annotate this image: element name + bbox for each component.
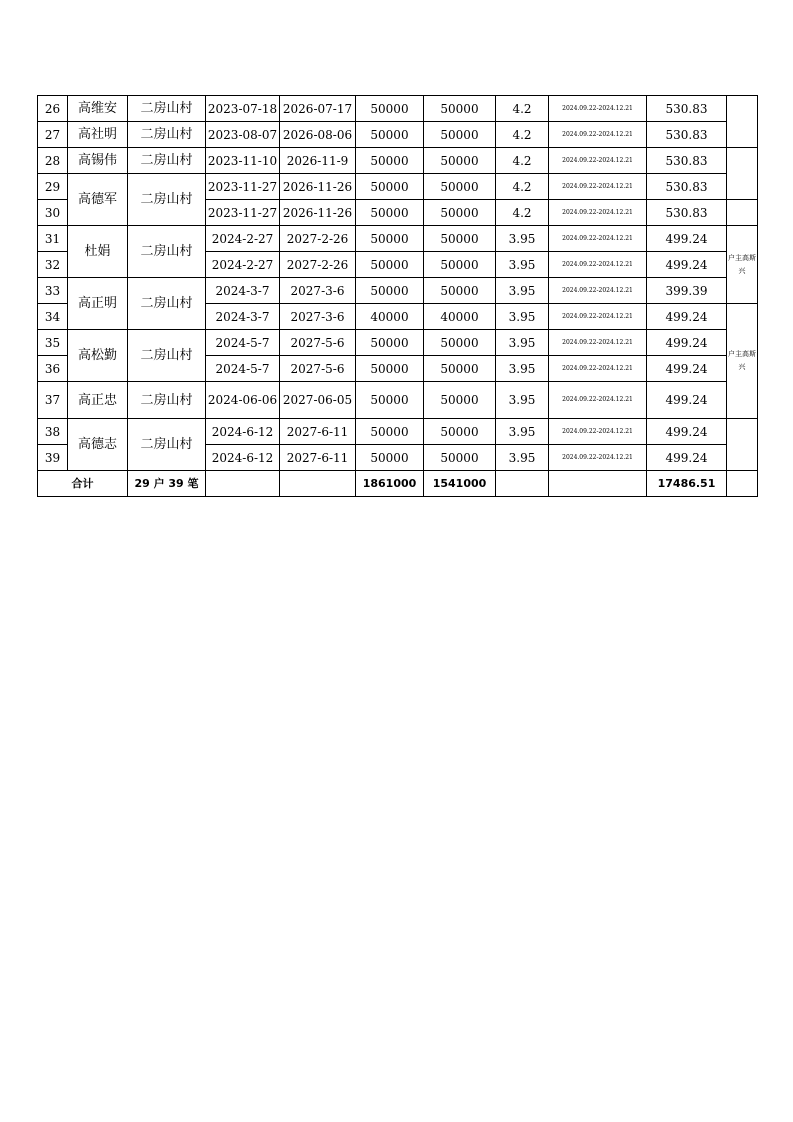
borrower-name: 高社明 bbox=[68, 122, 128, 148]
interest-period: 2024.09.22-2024.12.21 bbox=[549, 356, 647, 382]
loan-start-date: 2024-06-06 bbox=[206, 382, 280, 419]
interest-amount: 530.83 bbox=[647, 200, 727, 226]
loan-end-date: 2027-2-26 bbox=[280, 226, 356, 252]
loan-balance: 50000 bbox=[424, 226, 496, 252]
village: 二房山村 bbox=[128, 148, 206, 174]
loan-start-date: 2024-3-7 bbox=[206, 278, 280, 304]
note-cell bbox=[727, 200, 758, 226]
loan-end-date: 2026-11-26 bbox=[280, 200, 356, 226]
loan-start-date: 2024-5-7 bbox=[206, 356, 280, 382]
interest-rate: 3.95 bbox=[496, 226, 549, 252]
village: 二房山村 bbox=[128, 330, 206, 382]
loan-start-date: 2024-3-7 bbox=[206, 304, 280, 330]
total-count: 29 户 39 笔 bbox=[128, 471, 206, 497]
interest-rate: 4.2 bbox=[496, 174, 549, 200]
total-balance: 1541000 bbox=[424, 471, 496, 497]
loan-balance: 50000 bbox=[424, 278, 496, 304]
table-row bbox=[38, 122, 758, 148]
interest-amount: 530.83 bbox=[647, 96, 727, 122]
row-number: 36 bbox=[38, 356, 68, 382]
row-number: 31 bbox=[38, 226, 68, 252]
interest-rate: 4.2 bbox=[496, 200, 549, 226]
loan-end-date: 2027-5-6 bbox=[280, 356, 356, 382]
interest-period: 2024.09.22-2024.12.21 bbox=[549, 122, 647, 148]
interest-rate: 3.95 bbox=[496, 252, 549, 278]
village: 二房山村 bbox=[128, 382, 206, 419]
loan-amount: 50000 bbox=[356, 330, 424, 356]
interest-amount: 499.24 bbox=[647, 356, 727, 382]
borrower-name: 杜娟 bbox=[68, 226, 128, 278]
loan-start-date: 2024-6-12 bbox=[206, 445, 280, 471]
interest-period: 2024.09.22-2024.12.21 bbox=[549, 96, 647, 122]
loan-amount: 50000 bbox=[356, 419, 424, 445]
interest-period: 2024.09.22-2024.12.21 bbox=[549, 445, 647, 471]
borrower-name: 高德军 bbox=[68, 174, 128, 226]
loan-balance: 50000 bbox=[424, 148, 496, 174]
row-number: 39 bbox=[38, 445, 68, 471]
loan-amount: 50000 bbox=[356, 252, 424, 278]
interest-rate: 3.95 bbox=[496, 278, 549, 304]
total-label: 合计 bbox=[38, 471, 128, 497]
interest-amount: 499.24 bbox=[647, 382, 727, 419]
table-row bbox=[38, 330, 758, 356]
borrower-name: 高德志 bbox=[68, 419, 128, 471]
loan-balance: 50000 bbox=[424, 382, 496, 419]
interest-amount: 499.24 bbox=[647, 330, 727, 356]
row-number: 37 bbox=[38, 382, 68, 419]
row-number: 35 bbox=[38, 330, 68, 356]
table-row bbox=[38, 174, 758, 200]
total-start-date bbox=[206, 471, 280, 497]
loan-end-date: 2026-11-26 bbox=[280, 174, 356, 200]
loan-end-date: 2027-3-6 bbox=[280, 278, 356, 304]
interest-rate: 4.2 bbox=[496, 122, 549, 148]
row-number: 32 bbox=[38, 252, 68, 278]
loan-start-date: 2024-6-12 bbox=[206, 419, 280, 445]
loan-end-date: 2027-5-6 bbox=[280, 330, 356, 356]
row-number: 38 bbox=[38, 419, 68, 445]
loan-start-date: 2023-11-10 bbox=[206, 148, 280, 174]
interest-amount: 530.83 bbox=[647, 122, 727, 148]
note-cell bbox=[727, 96, 758, 148]
loan-balance: 50000 bbox=[424, 96, 496, 122]
interest-amount: 399.39 bbox=[647, 278, 727, 304]
row-number: 34 bbox=[38, 304, 68, 330]
loan-end-date: 2027-3-6 bbox=[280, 304, 356, 330]
interest-rate: 3.95 bbox=[496, 356, 549, 382]
total-row bbox=[38, 471, 758, 497]
loan-balance: 50000 bbox=[424, 419, 496, 445]
table-row bbox=[38, 226, 758, 252]
borrower-name: 高维安 bbox=[68, 96, 128, 122]
loan-balance: 50000 bbox=[424, 122, 496, 148]
borrower-name: 高松勤 bbox=[68, 330, 128, 382]
loan-start-date: 2023-11-27 bbox=[206, 174, 280, 200]
loan-start-date: 2024-2-27 bbox=[206, 252, 280, 278]
loan-start-date: 2024-2-27 bbox=[206, 226, 280, 252]
total-rate bbox=[496, 471, 549, 497]
loan-amount: 50000 bbox=[356, 382, 424, 419]
loan-balance: 50000 bbox=[424, 330, 496, 356]
interest-period: 2024.09.22-2024.12.21 bbox=[549, 382, 647, 419]
interest-amount: 499.24 bbox=[647, 226, 727, 252]
interest-amount: 530.83 bbox=[647, 148, 727, 174]
loan-amount: 50000 bbox=[356, 148, 424, 174]
loan-balance: 50000 bbox=[424, 356, 496, 382]
loan-start-date: 2023-07-18 bbox=[206, 96, 280, 122]
interest-amount: 499.24 bbox=[647, 445, 727, 471]
row-number: 28 bbox=[38, 148, 68, 174]
note-cell: 户主高斯兴 bbox=[727, 304, 758, 419]
loan-amount: 50000 bbox=[356, 122, 424, 148]
loan-amount: 50000 bbox=[356, 278, 424, 304]
loan-balance: 50000 bbox=[424, 252, 496, 278]
row-number: 29 bbox=[38, 174, 68, 200]
interest-rate: 3.95 bbox=[496, 382, 549, 419]
borrower-name: 高正明 bbox=[68, 278, 128, 330]
loan-balance: 50000 bbox=[424, 174, 496, 200]
interest-rate: 4.2 bbox=[496, 96, 549, 122]
loan-start-date: 2024-5-7 bbox=[206, 330, 280, 356]
interest-rate: 3.95 bbox=[496, 445, 549, 471]
loan-end-date: 2027-06-05 bbox=[280, 382, 356, 419]
total-interest: 17486.51 bbox=[647, 471, 727, 497]
loan-end-date: 2027-6-11 bbox=[280, 419, 356, 445]
interest-period: 2024.09.22-2024.12.21 bbox=[549, 252, 647, 278]
loan-start-date: 2023-11-27 bbox=[206, 200, 280, 226]
loan-amount: 50000 bbox=[356, 226, 424, 252]
village: 二房山村 bbox=[128, 122, 206, 148]
interest-period: 2024.09.22-2024.12.21 bbox=[549, 419, 647, 445]
loan-amount: 50000 bbox=[356, 174, 424, 200]
total-period bbox=[549, 471, 647, 497]
loan-balance: 50000 bbox=[424, 445, 496, 471]
interest-period: 2024.09.22-2024.12.21 bbox=[549, 174, 647, 200]
interest-rate: 4.2 bbox=[496, 148, 549, 174]
loan-end-date: 2027-6-11 bbox=[280, 445, 356, 471]
village: 二房山村 bbox=[128, 278, 206, 330]
table-row bbox=[38, 96, 758, 122]
table-row bbox=[38, 419, 758, 445]
interest-period: 2024.09.22-2024.12.21 bbox=[549, 226, 647, 252]
loan-balance: 50000 bbox=[424, 200, 496, 226]
table-row bbox=[38, 382, 758, 419]
table-row bbox=[38, 278, 758, 304]
row-number: 30 bbox=[38, 200, 68, 226]
village: 二房山村 bbox=[128, 96, 206, 122]
interest-period: 2024.09.22-2024.12.21 bbox=[549, 200, 647, 226]
borrower-name: 高锡伟 bbox=[68, 148, 128, 174]
note-cell bbox=[727, 148, 758, 200]
borrower-name: 高正忠 bbox=[68, 382, 128, 419]
interest-rate: 3.95 bbox=[496, 330, 549, 356]
interest-period: 2024.09.22-2024.12.21 bbox=[549, 278, 647, 304]
interest-rate: 3.95 bbox=[496, 304, 549, 330]
loan-amount: 50000 bbox=[356, 445, 424, 471]
loan-end-date: 2026-08-06 bbox=[280, 122, 356, 148]
interest-period: 2024.09.22-2024.12.21 bbox=[549, 304, 647, 330]
table-row bbox=[38, 148, 758, 174]
note-cell: 户主高斯兴 bbox=[727, 226, 758, 304]
row-number: 33 bbox=[38, 278, 68, 304]
note-cell bbox=[727, 419, 758, 471]
loan-amount: 40000 bbox=[356, 304, 424, 330]
interest-amount: 499.24 bbox=[647, 304, 727, 330]
interest-period: 2024.09.22-2024.12.21 bbox=[549, 330, 647, 356]
loan-amount: 50000 bbox=[356, 96, 424, 122]
village: 二房山村 bbox=[128, 419, 206, 471]
interest-amount: 499.24 bbox=[647, 419, 727, 445]
loan-start-date: 2023-08-07 bbox=[206, 122, 280, 148]
loan-balance: 40000 bbox=[424, 304, 496, 330]
village: 二房山村 bbox=[128, 174, 206, 226]
loan-interest-table bbox=[37, 95, 758, 497]
interest-amount: 530.83 bbox=[647, 174, 727, 200]
interest-period: 2024.09.22-2024.12.21 bbox=[549, 148, 647, 174]
loan-amount: 50000 bbox=[356, 200, 424, 226]
row-number: 27 bbox=[38, 122, 68, 148]
total-amount: 1861000 bbox=[356, 471, 424, 497]
total-note bbox=[727, 471, 758, 497]
row-number: 26 bbox=[38, 96, 68, 122]
loan-end-date: 2026-07-17 bbox=[280, 96, 356, 122]
village: 二房山村 bbox=[128, 226, 206, 278]
loan-amount: 50000 bbox=[356, 356, 424, 382]
interest-amount: 499.24 bbox=[647, 252, 727, 278]
loan-end-date: 2027-2-26 bbox=[280, 252, 356, 278]
total-end-date bbox=[280, 471, 356, 497]
loan-end-date: 2026-11-9 bbox=[280, 148, 356, 174]
interest-rate: 3.95 bbox=[496, 419, 549, 445]
